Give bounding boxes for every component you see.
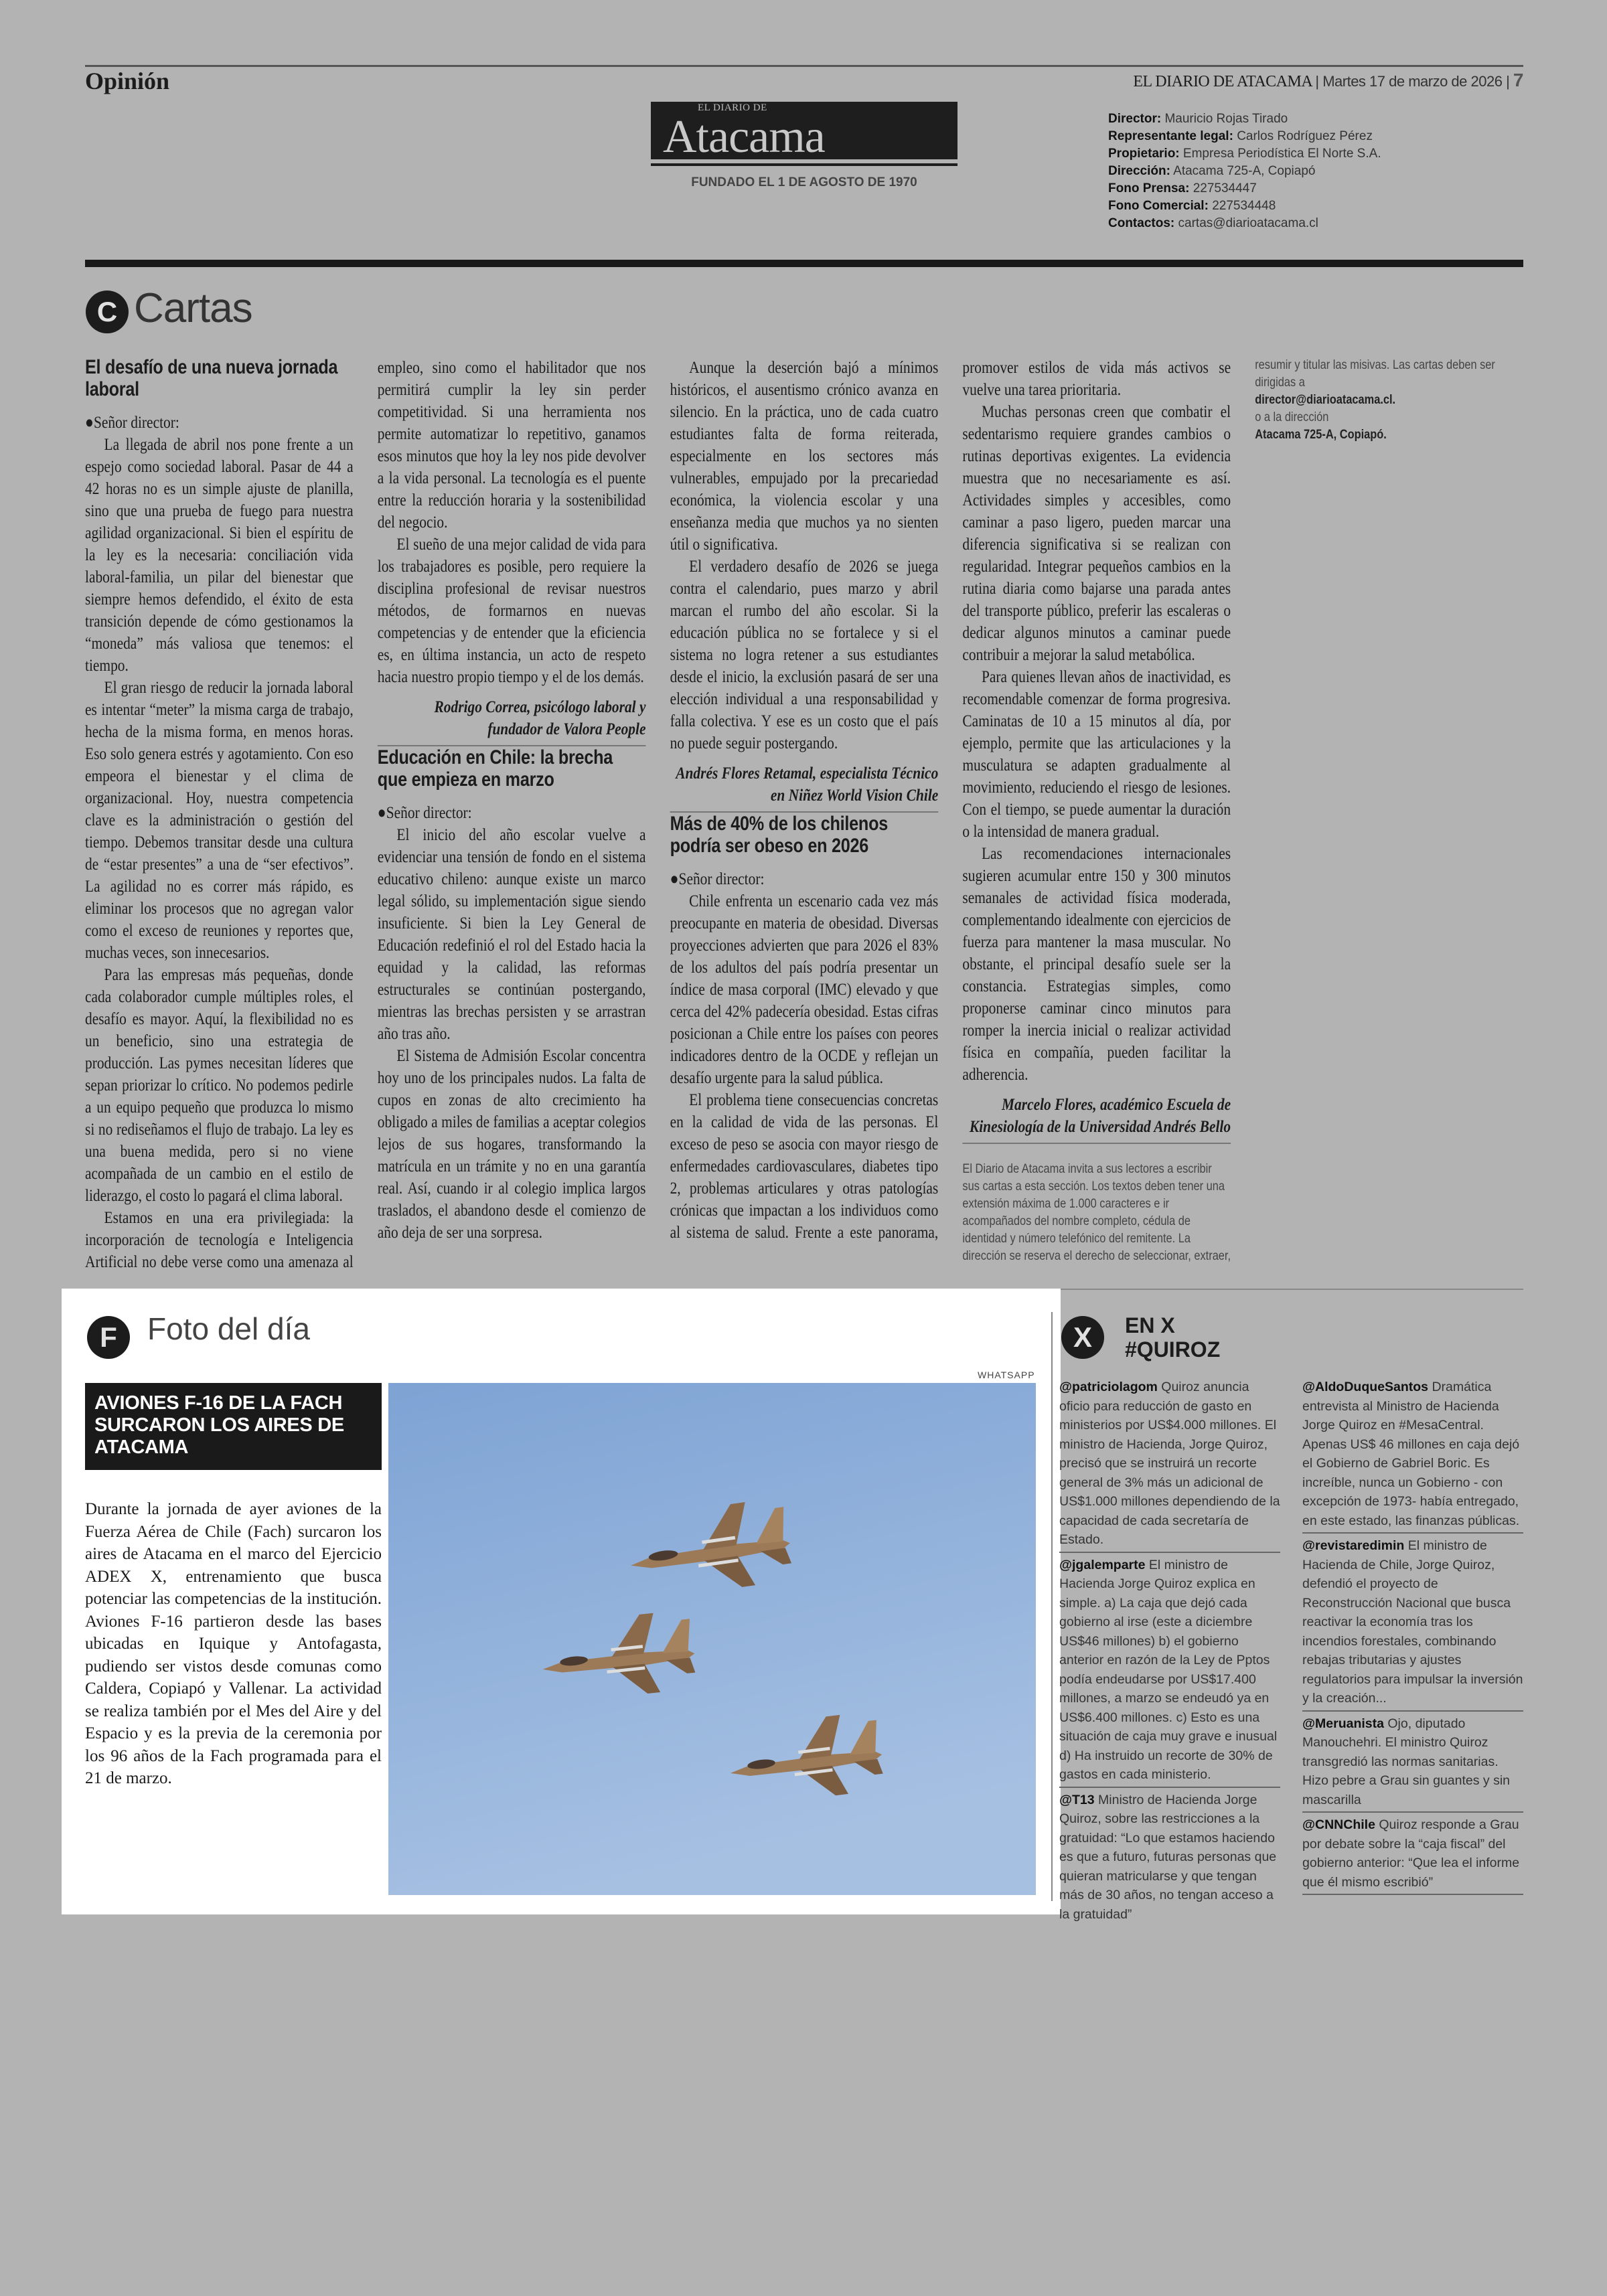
section-title-foto: Foto del día bbox=[147, 1311, 310, 1346]
letter-paragraph: Las recomendaciones internacionales sugieren acumular entre 150 y 300 minutos semanales de actividad física moderada, complementando idealmente con ejercicios de fuerza para mantener la masa muscular. No obstante, el principal desafío suele ser la constancia. Estrategias simples, como proponerse caminar cinco minutos para romper la inercia inicial o realizar actividad física en compañía, pueden facilitar la adherencia. bbox=[962, 843, 1231, 1084]
photo-caption: Durante la jornada de ayer aviones de la Fuerza Aérea de Chile (Fach) surcaron los aires de Atacama en el marco del Ejercicio ADEX X, entrenamiento que busca potenciar las competencias de la institución. Aviones F-16 partieron desde las bases ubicadas en Iquique y Antofagasta, pudiendo ser vistos desde comunas como Caldera, Copiapó y Vallenar. La actividad se realiza también por el Mes del Aire y del Espacio y es la previa de la ceremonia por los 96 años de la Fach programada para el 21 de marzo. bbox=[85, 1500, 382, 1787]
hashtag[interactable]: #QUIROZ bbox=[1125, 1337, 1221, 1362]
logo-small-text: EL DIARIO DE bbox=[698, 102, 767, 113]
letter-title: Más de 40% de los chilenos podría ser obeso en 2026 bbox=[670, 813, 888, 857]
tweet-handle[interactable]: @AldoDuqueSantos bbox=[1302, 1380, 1429, 1394]
tweet: @patriciolagom Quiroz anuncia oficio para reducción de gasto en ministerios por US$4.000 millones. El ministro de Hacienda, Jorge Quiroz, precisó que se instruirá un recorte general de 3% más un adicional de US$1.000 millones dependiendo de la capacidad de cada secretaría de Estado. bbox=[1059, 1378, 1280, 1553]
notice-address: Atacama 725-A, Copiapó. bbox=[1255, 427, 1387, 442]
masthead-row: Representante legal: Carlos Rodríguez Pérez bbox=[1108, 129, 1373, 143]
section-label: Opinión bbox=[85, 68, 170, 94]
letter-paragraph: Para las empresas más pequeñas, donde cada colaborador cumple múltiples roles, el desafío es mayor. Aquí, la flexibilidad no es un beneficio, sino una estrategia de producción. Las pymes necesitan líderes que sepan priorizar lo crítico. No podemos pedirle a un equipo pequeño que produzca lo mismo si no rediseñamos el flujo de trabajo. La ley es una buena medida, pero si no viene acompañada de un cambio en el estilo de liderazgo, el costo lo pagará el clima laboral. bbox=[85, 965, 354, 1205]
letter-paragraph: El inicio del año escolar vuelve a evidenciar una tensión de fondo en el sistema educativo chileno: aunque existe un marco legal sólido, su implementación sigue siendo insuficiente. Si bien la Ley General de Educación redefinió el rol del Estado hacia la equidad y la calidad, las reformas estructurales se continúan postergando, mientras las brechas persisten y se arrastran año tras año. bbox=[377, 825, 646, 1043]
masthead-row: Contactos: cartas@diarioatacama.cl bbox=[1108, 216, 1318, 230]
tweet-handle[interactable]: @CNNChile bbox=[1302, 1817, 1375, 1832]
column-divider bbox=[1051, 1312, 1053, 1901]
x-logo-icon: X bbox=[1061, 1316, 1104, 1359]
letter-paragraph: Para quienes llevan años de inactividad, es recomendable comenzar de forma progresiva. Caminatas de 10 a 15 minutos al día, por ejemplo, permite que las articulaciones y la musculatura se adapten gradualmente al movimiento, reduciendo el riesgo de lesiones. Con el tiempo, se puede aumentar la duración o la intensidad de manera gradual. bbox=[962, 667, 1231, 841]
letter-salutation: ●Señor director: bbox=[670, 869, 765, 888]
letter-paragraph: El problema tiene consecuencias concretas en la calidad de vida de las personas. El exceso de peso se asocia con mayor riesgo de enfermedades cardiovasculares, diabetes tipo 2, problemas articulares y otras patologías crónicas que impactan a los individuos como al sistema de salud. Frente a este panorama, promover estilos de vida más activos se vuelve una tarea prioritaria. bbox=[670, 357, 1231, 1242]
letter-title: El desafío de una nueva jornada laboral bbox=[85, 356, 338, 400]
tweet: @AldoDuqueSantos Dramática entrevista al Ministro de Hacienda Jorge Quiroz en #MesaCentral. Apenas US$ 46 millones en caja dejó el Gobierno de Gabriel Boric. Es increíble, nunca un Gobierno - con excepción de 1973- había entregado, en este estado, las finanzas públicas. bbox=[1302, 1378, 1523, 1534]
notice-email[interactable]: director@diarioatacama.cl. bbox=[1255, 392, 1396, 407]
tweet: @revistaredimin El ministro de Hacienda de Chile, Jorge Quiroz, defendió el proyecto de Reconstrucción Nacional que busca reactivar la economía tras los incendios forestales, combinando rebajas tributarias y ajustes regulatorios para impulsar la inversión y la creación... bbox=[1302, 1536, 1523, 1712]
founded-line: FUNDADO EL 1 DE AGOSTO DE 1970 bbox=[691, 175, 917, 189]
tweet-handle[interactable]: @jgalemparte bbox=[1059, 1557, 1146, 1572]
tweet-handle[interactable]: @revistaredimin bbox=[1302, 1538, 1405, 1553]
contact-email[interactable]: cartas@diarioatacama.cl bbox=[1178, 216, 1318, 230]
section-title-cartas: Cartas bbox=[134, 285, 252, 331]
tweets-column-2 bbox=[1302, 1378, 1523, 1898]
foto-icon: F bbox=[87, 1316, 130, 1359]
masthead-info bbox=[1108, 110, 1381, 232]
top-rule bbox=[85, 65, 1523, 67]
paper-name: EL DIARIO DE ATACAMA bbox=[1133, 73, 1312, 90]
letter-signature: Rodrigo Correa, psicólogo laboral y fundador de Valora People bbox=[378, 695, 646, 746]
cartas-icon: C bbox=[86, 291, 129, 333]
dateline: EL DIARIO DE ATACAMA | Martes 17 de marzo de 2026 | 7 bbox=[1133, 70, 1523, 90]
letter-paragraph: Chile enfrenta un escenario cada vez más preocupante en materia de obesidad. Diversas proyecciones advierten que para 2026 el 83% de los adultos del país podría presentar un índice de masa corporal (IMC) elevado y que cerca del 42% padecería obesidad. Estas cifras posicionan a Chile entre los países con peores indicadores dentro de la OCDE y reflejan un desafío urgente para la salud pública. bbox=[670, 891, 939, 1087]
photo-credit: WHATSAPP bbox=[978, 1370, 1035, 1380]
letter-signature: Andrés Flores Retamal, especialista Técnico en Niñez World Vision Chile bbox=[670, 762, 939, 813]
letters-submission-notice: El Diario de Atacama invita a sus lectores a escribir sus cartas a esta sección. Los textos deben tener una extensión máxima de 1.000 caracteres e ir acompañados del nombre completo, cédula de identidad y número telefónico del remitente. La dirección se reserva el derecho de seleccionar, extraer, resumir y titular las misivas. Las cartas deben ser dirigidas a director@diarioatacama.cl. o a la dirección Atacama 725-A, Copiapó. bbox=[962, 357, 1495, 1263]
letter-title: Educación en Chile: la brecha que empieza en marzo bbox=[377, 746, 613, 791]
letter-paragraph: El sueño de una mejor calidad de vida para los trabajadores es posible, pero requiere la disciplina profesional de revisar nuestros métodos, de formarnos en nuevas competencias y de entender que la eficiencia es, en última instancia, un acto de respeto hacia nuestro propio tiempo y el de los demás. bbox=[377, 534, 646, 686]
tweet: @CNNChile Quiroz responde a Grau por debate sobre la “caja fiscal” del gobierno anterior: “Que lea el informe que él mismo escribió” bbox=[1302, 1815, 1523, 1895]
issue-date: Martes 17 de marzo de 2026 bbox=[1322, 73, 1503, 90]
masthead-row: Director: Mauricio Rojas Tirado bbox=[1108, 112, 1288, 126]
letter-paragraph: La llegada de abril nos pone frente a un espejo como sociedad laboral. Pasar de 44 a 42 horas no es un simple ajuste de planilla, sino que una prueba de fuego para nuestra agilidad organizacional. Si bien el espíritu de la ley es la necesaria: conciliación vida laboral-familia, un pilar del bienestar que siempre hemos defendido, el éxito de esta transición depende de cómo gestionamos la “moneda” más valiosa que tenemos: el tiempo. bbox=[85, 434, 354, 675]
letter-paragraph: El verdadero desafío de 2026 se juega contra el calendario, pues marzo y abril marcan el rumbo del año escolar. Si la educación pública no se fortalece y si el sistema no logra retener a sus estudiantes desde el inicio, la exclusión pasará de ser una elección individual a una responsabilidad y falla colectiva. Y ese es un costo que el país no puede seguir postergando. bbox=[670, 556, 939, 752]
logo-main-text: Atacama bbox=[663, 111, 825, 163]
tweet: @T13 Ministro de Hacienda Jorge Quiroz, sobre las restricciones a la gratuidad: “Lo que estamos haciendo es que a futuro, futuras personas que quieran matricularse y que tengan más de 30 años, no tengan acceso a la gratuidad” bbox=[1059, 1792, 1277, 1922]
masthead-row: Fono Prensa: 227534447 bbox=[1108, 181, 1257, 195]
letter-salutation: ●Señor director: bbox=[377, 803, 472, 822]
header-divider bbox=[85, 260, 1523, 267]
sky-background bbox=[388, 1383, 1036, 1895]
letter-paragraph: Estamos en una era privilegiada: la incorporación de tecnología e Inteligencia Artificial no debe verse como una amenaza al empleo, sino como el habilitador que nos permitirá cumplir la ley sin perder competitividad. Si una herramienta nos permite automatizar lo repetitivo, ganamos esos minutos que hoy la ley nos pide devolver a la vida personal. La tecnología es el puente entre la reducción horaria y la sostenibilidad del negocio. bbox=[85, 357, 646, 1271]
masthead-row: Propietario: Empresa Periodística El Norte S.A. bbox=[1108, 147, 1381, 161]
tweet-handle[interactable]: @Meruanista bbox=[1302, 1716, 1384, 1731]
masthead-row: Dirección: Atacama 725-A, Copiapó bbox=[1108, 164, 1316, 178]
page-number: 7 bbox=[1513, 70, 1523, 90]
letter-signature: Marcelo Flores, académico Escuela de Kinesiología de la Universidad Andrés Bello bbox=[962, 1093, 1231, 1144]
letter-paragraph: El gran riesgo de reducir la jornada laboral es intentar “meter” la misma carga de trabajo, hecha de la misma forma, en menos horas. Eso solo genera estrés y agotamiento. Con eso empeora el bienestar y el clima de organizacional. Hoy, nuestra competencia clave es la administración o gestión del tiempo. Debemos transitar desde una cultura de “estar presentes” a una de “ser efectivos”. La agilidad no es correr más rápido, es eliminar los procesos que no agregan valor como el exceso de reuniones y reportes que, muchas veces, son innecesarios. bbox=[85, 677, 354, 962]
photo-headline: AVIONES F-16 DE LA FACH SURCARON LOS AIRES DE ATACAMA bbox=[85, 1383, 382, 1470]
tweet-handle[interactable]: @T13 bbox=[1059, 1792, 1095, 1807]
tweet-handle[interactable]: @patriciolagom bbox=[1059, 1380, 1158, 1394]
letter-paragraph: El Sistema de Admisión Escolar concentra hoy uno de los principales nudos. La falta de cupos en zonas de alto crecimiento ha obligado a miles de familias a aceptar colegios lejos de sus hogares, transformando la matrícula en un trámite y no en una garantía real. Así, cuando ir al colegio implica largos traslados, el abandono desde el comienzo de año deja de ser una sorpresa. bbox=[377, 1046, 646, 1242]
tweet: @jgalemparte El ministro de Hacienda Jorge Quiroz explica en simple. a) La caja que dejó cada gobierno al irse (este a diciembre US$46 millones) b) el gobierno anterior en razón de la Ley de Pptos podía endeudarse por US$17.400 millones, a marzo se endeudó ya en US$6.400 millones. c) Esto es una situación de caja muy grave e inusual d) Ha instruido un recorte de 30% de gastos en cada ministerio. bbox=[1059, 1556, 1280, 1788]
x-section-title: EN X #QUIROZ bbox=[1125, 1313, 1221, 1362]
letter-salutation: ●Señor director: bbox=[85, 412, 179, 432]
letters-columns bbox=[85, 356, 1523, 1280]
letter-paragraph: Muchas personas creen que combatir el sedentarismo requiere grandes cambios o rutinas deportivas exigentes. La evidencia muestra que no necesariamente es así. Actividades simples y accesibles, como caminar a paso ligero, pueden marcar una diferencia significativa si se realizan con regularidad. Integrar pequeños cambios en la rutina diaria como bajarse una parada antes del transporte público, preferir las escaleras o dedicar algunos minutos a caminar puede contribuir a mejorar la salud metabólica. bbox=[962, 402, 1231, 664]
tweet: @Meruanista Ojo, diputado Manouchehri. El ministro Quiroz transgredió las normas sanitarias. Hizo pebre a Grau sin guantes y sin mascarilla bbox=[1302, 1714, 1523, 1813]
tweets-column-1 bbox=[1059, 1378, 1280, 1929]
letter-paragraph: Aunque la deserción bajó a mínimos históricos, el ausentismo crónico avanza en silencio. En la práctica, uno de cada cuatro estudiantes falta de forma reiterada, especialmente en los sectores más vulnerables, empujado por la precariedad económica, la violencia escolar y una enseñanza media que muchos ya no sienten útil o significativa. bbox=[670, 357, 939, 554]
newspaper-logo bbox=[651, 102, 958, 163]
photo-f16-jets bbox=[388, 1383, 1036, 1895]
masthead-row: Fono Comercial: 227534448 bbox=[1108, 199, 1276, 213]
